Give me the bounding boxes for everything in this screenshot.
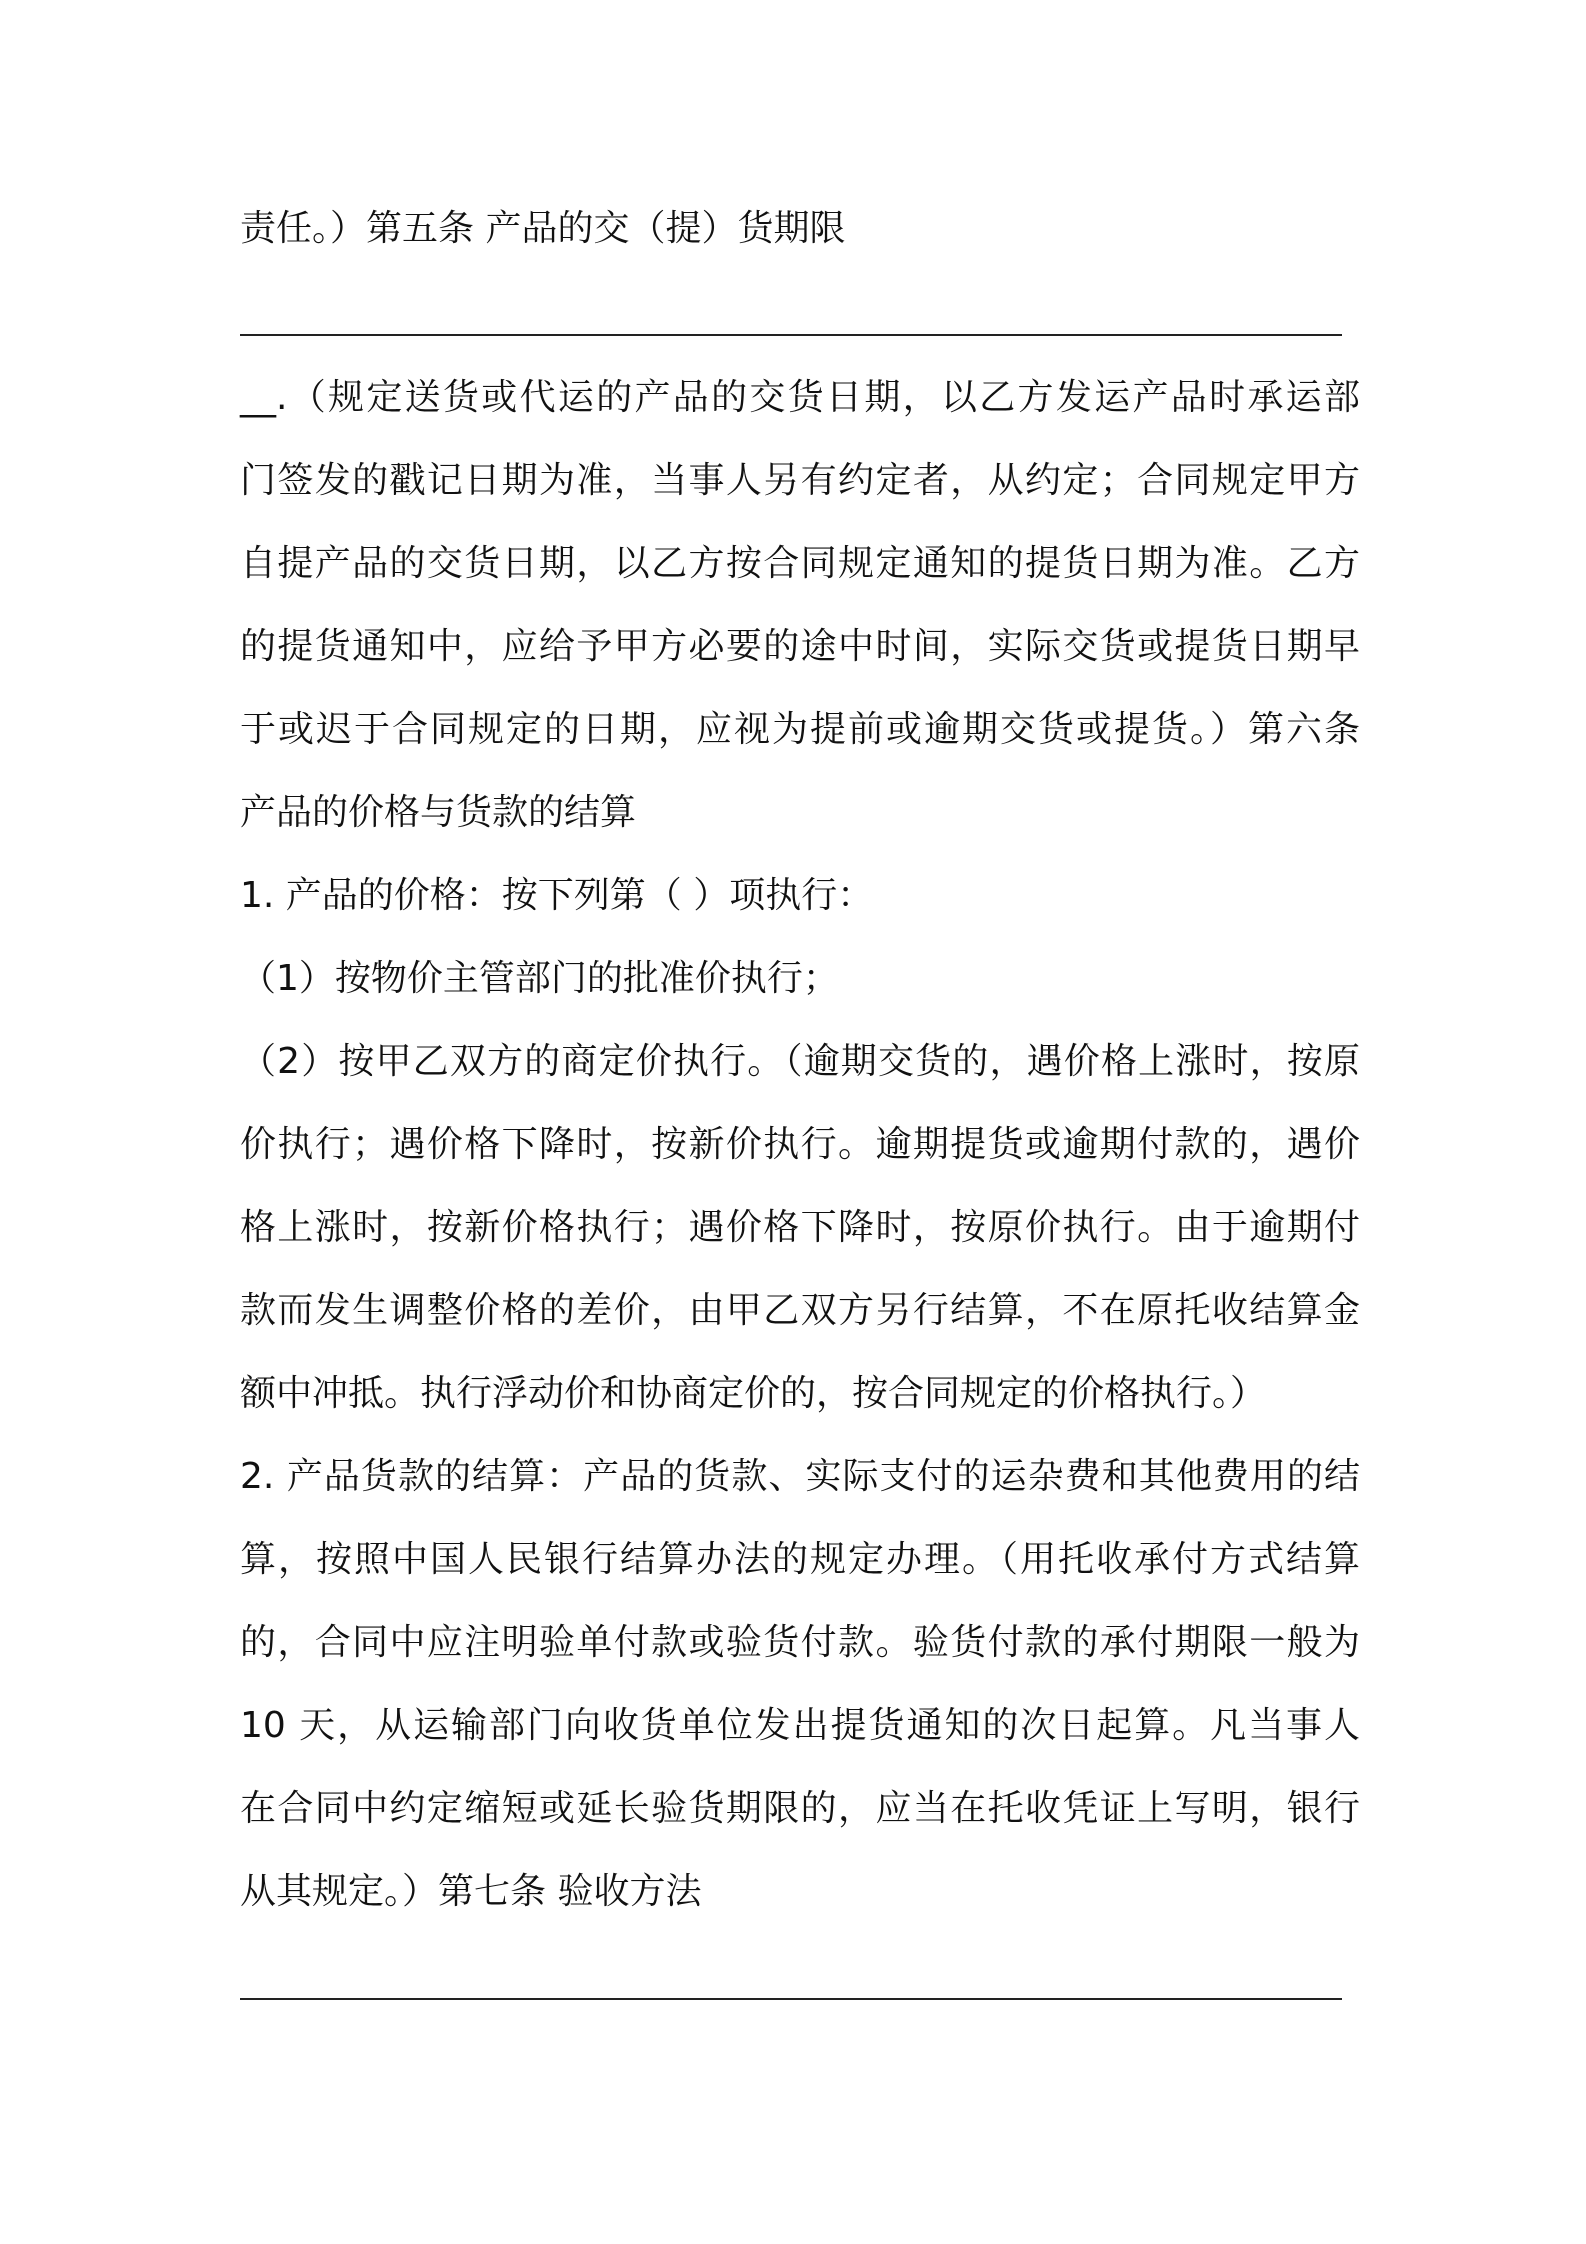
paragraph-line: 格上涨时，按新价格执行；遇价格下降时，按原价执行。由于逾期付 bbox=[240, 1207, 1360, 1248]
paragraph-line: 10 天，从运输部门向收货单位发出提货通知的次日起算。凡当事人 bbox=[240, 1705, 1360, 1746]
paragraph-line: 从其规定。）第七条 验收方法 bbox=[240, 1871, 702, 1912]
blank-fill-line bbox=[240, 334, 1342, 336]
list-item: （1）按物价主管部门的批准价执行； bbox=[240, 958, 839, 999]
paragraph-line: __.（规定送货或代运的产品的交货日期，以乙方发运产品时承运部 bbox=[240, 377, 1360, 418]
paragraph-line: 在合同中约定缩短或延长验货期限的，应当在托收凭证上写明，银行 bbox=[240, 1788, 1360, 1829]
paragraph-line: 于或迟于合同规定的日期，应视为提前或逾期交货或提货。）第六条 bbox=[240, 709, 1360, 750]
list-item: （2）按甲乙双方的商定价执行。（逾期交货的，遇价格上涨时，按原 bbox=[240, 1041, 1360, 1082]
paragraph-line: 的，合同中应注明验单付款或验货付款。验货付款的承付期限一般为 bbox=[240, 1622, 1360, 1663]
paragraph-line: 价执行；遇价格下降时，按新价执行。逾期提货或逾期付款的，遇价 bbox=[240, 1124, 1360, 1165]
blank-fill-line bbox=[240, 1998, 1342, 2000]
paragraph-line: 的提货通知中，应给予甲方必要的途中时间，实际交货或提货日期早 bbox=[240, 626, 1360, 667]
paragraph-line: 产品的价格与货款的结算 bbox=[240, 792, 637, 833]
paragraph-line: 门签发的戳记日期为准，当事人另有约定者，从约定；合同规定甲方 bbox=[240, 460, 1360, 501]
list-item: 2. 产品货款的结算：产品的货款、实际支付的运杂费和其他费用的结 bbox=[240, 1456, 1360, 1497]
paragraph-line: 款而发生调整价格的差价，由甲乙双方另行结算，不在原托收结算金 bbox=[240, 1290, 1360, 1331]
paragraph-line: 自提产品的交货日期，以乙方按合同规定通知的提货日期为准。乙方 bbox=[240, 543, 1360, 584]
paragraph-line: 责任。）第五条 产品的交（提）货期限 bbox=[240, 208, 846, 249]
list-item: 1. 产品的价格：按下列第（ ）项执行： bbox=[240, 875, 874, 916]
paragraph-line: 算，按照中国人民银行结算办法的规定办理。（用托收承付方式结算 bbox=[240, 1539, 1360, 1580]
paragraph-line: 额中冲抵。执行浮动价和协商定价的，按合同规定的价格执行。） bbox=[240, 1373, 1267, 1414]
